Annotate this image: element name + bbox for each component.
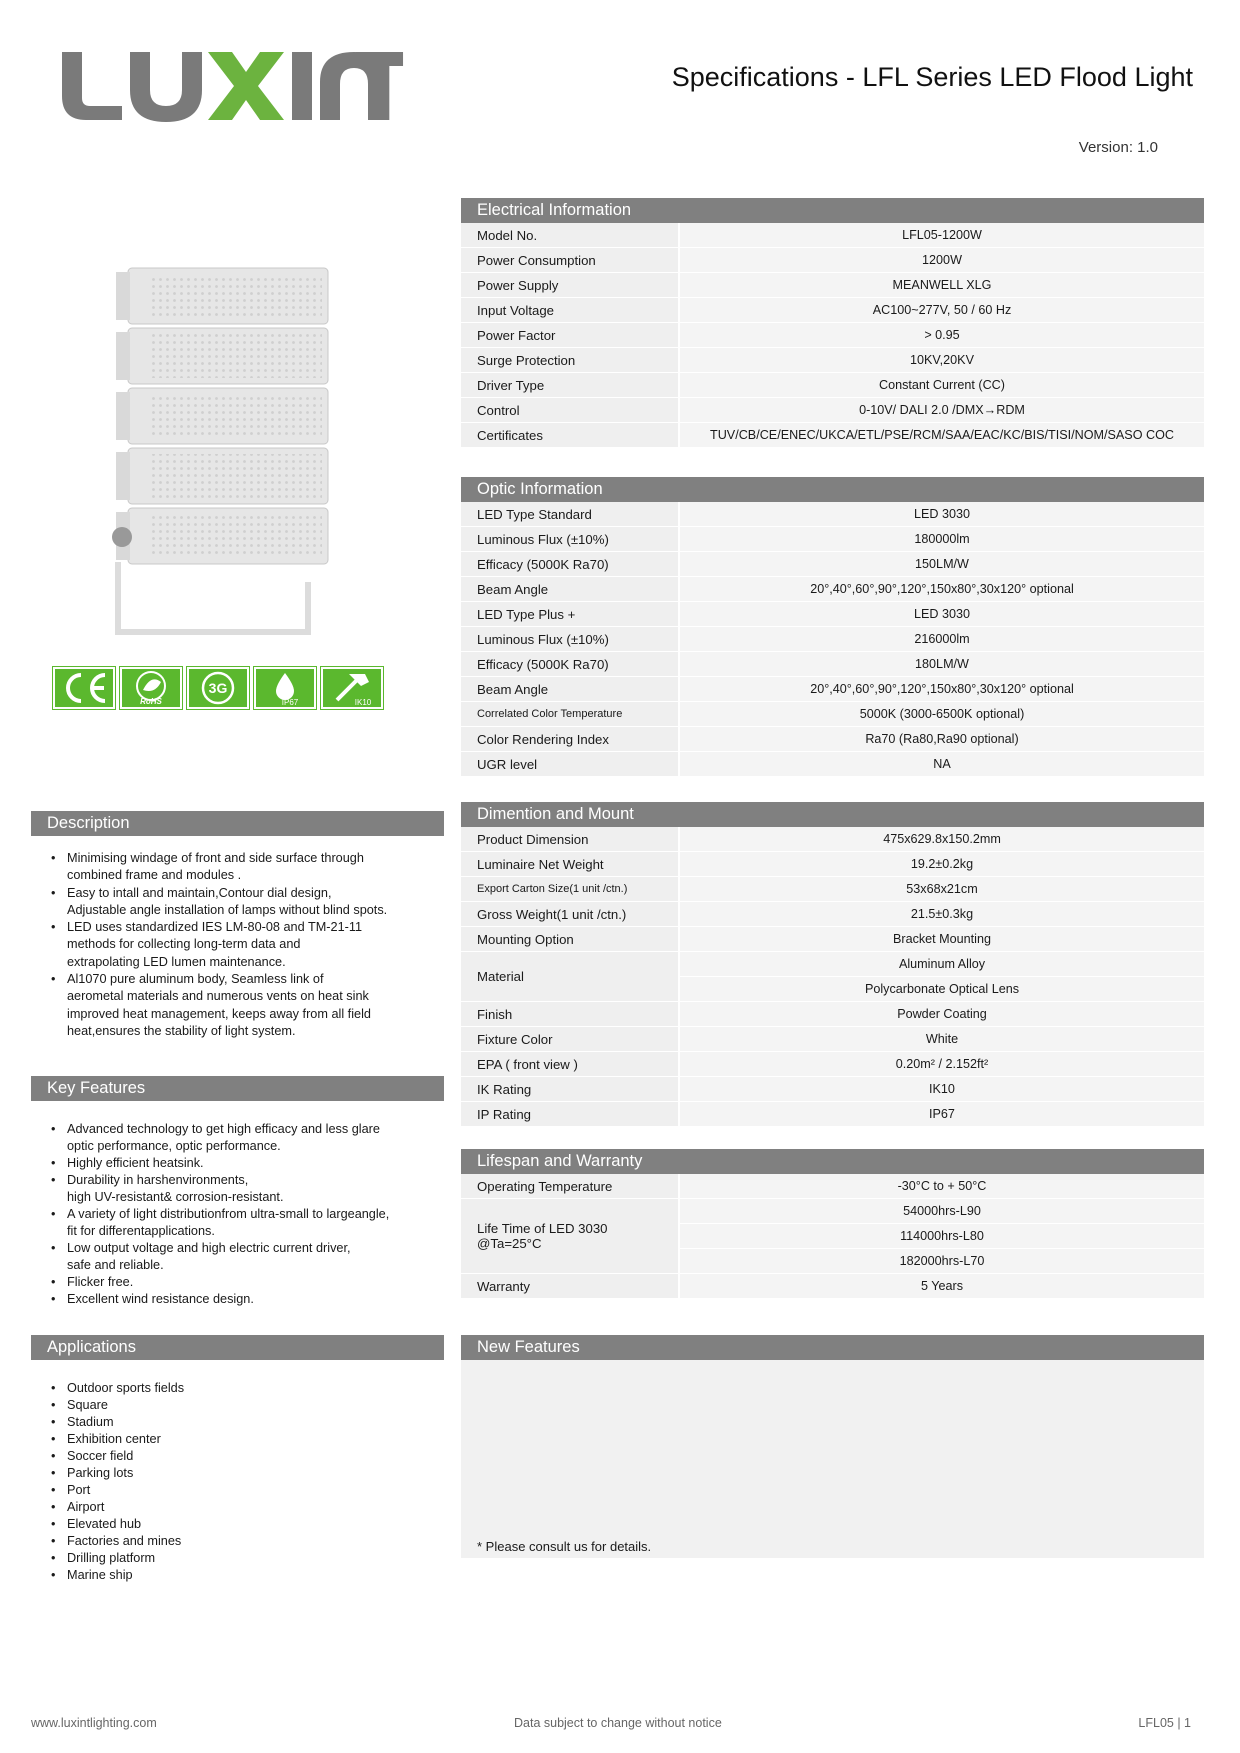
rohs-leaf-icon — [120, 667, 182, 709]
spec-key: UGR level — [461, 752, 680, 777]
spec-value: 1200W — [680, 248, 1204, 273]
list-item-line: improved heat management, keeps away from all field — [67, 1006, 371, 1021]
ik10-hammer-icon — [321, 667, 383, 709]
led-array — [152, 454, 322, 498]
led-array — [152, 334, 322, 378]
spec-key: Luminaire Net Weight — [461, 852, 680, 877]
spec-value: AC100~277V, 50 / 60 Hz — [680, 298, 1204, 323]
spec-value: 5 Years — [680, 1274, 1204, 1299]
spec-key: Correlated Color Temperature — [461, 702, 680, 727]
table-row — [461, 527, 1204, 552]
key-features-section — [31, 1076, 444, 1308]
life-time-line-1: Life Time of LED 3030 — [477, 1221, 608, 1236]
spec-value: Powder Coating — [680, 1002, 1204, 1027]
spec-key: Control — [461, 398, 680, 423]
module-bracket — [116, 272, 130, 320]
life-time-line-2: @Ta=25°C — [477, 1236, 542, 1251]
ip67-drop-icon — [254, 667, 316, 709]
list-item: • Airport — [31, 1499, 444, 1516]
list-item-line: • A variety of light distributionfrom ultra-small to largeangle, — [67, 1207, 390, 1221]
list-item — [31, 885, 444, 920]
list-item-line: extrapolating LED lumen maintenance. — [67, 954, 286, 969]
list-item-line: combined frame and modules . — [67, 868, 242, 883]
spec-value: Bracket Mounting — [680, 927, 1204, 952]
spec-key: EPA ( front view ) — [461, 1052, 680, 1077]
spec-value: 475x629.8x150.2mm — [680, 827, 1204, 852]
spec-value: 216000lm — [680, 627, 1204, 652]
lifespan-table — [461, 1174, 1204, 1299]
spec-value: 182000hrs-L70 — [680, 1249, 1204, 1274]
table-row — [461, 577, 1204, 602]
spec-key: LED Type Standard — [461, 502, 680, 527]
spec-key: Fixture Color — [461, 1027, 680, 1052]
dimension-section — [461, 802, 1204, 1127]
list-item-line: • Excellent wind resistance design. — [67, 1292, 254, 1306]
list-item — [31, 971, 444, 1040]
dimension-table — [461, 827, 1204, 1127]
table-row — [461, 752, 1204, 777]
spec-key: Power Factor — [461, 323, 680, 348]
list-item-line: aerometal materials and numerous vents on heat sink — [67, 989, 369, 1004]
section-title: Description — [31, 811, 444, 836]
list-item-line: optic performance, optic performance. — [67, 1139, 281, 1153]
table-row — [461, 1174, 1204, 1199]
spec-value: -30°C to + 50°C — [680, 1174, 1204, 1199]
spec-key: IP Rating — [461, 1102, 680, 1127]
footer-page-number: LFL05 | 1 — [1138, 1716, 1191, 1730]
applications-list — [31, 1380, 444, 1584]
brand-logo — [58, 48, 408, 122]
list-item-line: • Advanced technology to get high efficacy and less glare — [67, 1122, 380, 1136]
ce-mark-icon — [53, 667, 115, 709]
applications-section — [31, 1335, 444, 1584]
table-row — [461, 952, 1204, 977]
section-title: Applications — [31, 1335, 444, 1360]
new-features-body — [461, 1360, 1204, 1558]
table-row — [461, 677, 1204, 702]
optic-table — [461, 502, 1204, 777]
list-item-line: Adjustable angle installation of lamps without blind spots. — [67, 902, 388, 917]
list-item: • Stadium — [31, 1414, 444, 1431]
list-item-line: safe and reliable. — [67, 1258, 164, 1272]
table-row — [461, 348, 1204, 373]
spec-value: Polycarbonate Optical Lens — [680, 977, 1204, 1002]
module-bracket — [116, 452, 130, 500]
list-item-line: heat,ensures the stability of light system. — [67, 1023, 296, 1038]
spec-value: 180LM/W — [680, 652, 1204, 677]
table-row — [461, 223, 1204, 248]
table-row — [461, 877, 1204, 902]
spec-key: Export Carton Size(1 unit /ctn.) — [461, 877, 680, 902]
list-item — [31, 1206, 444, 1240]
table-row — [461, 702, 1204, 727]
list-item — [31, 1172, 444, 1206]
spec-value: 5000K (3000-6500K optional) — [680, 702, 1204, 727]
table-row — [461, 1002, 1204, 1027]
spec-key: Product Dimension — [461, 827, 680, 852]
spec-value: White — [680, 1027, 1204, 1052]
table-row — [461, 1102, 1204, 1127]
consult-note: * Please consult us for details. — [477, 1539, 652, 1554]
spec-value: 114000hrs-L80 — [680, 1224, 1204, 1249]
list-item-line: high UV-resistant& corrosion-resistant. — [67, 1190, 284, 1204]
spec-value: 0.20m² / 2.152ft² — [680, 1052, 1204, 1077]
electrical-table — [461, 223, 1204, 448]
list-item: • Drilling platform — [31, 1550, 444, 1567]
spec-value: 10KV,20KV — [680, 348, 1204, 373]
spec-value: 180000lm — [680, 527, 1204, 552]
section-title: New Features — [461, 1335, 1204, 1360]
spec-key: Efficacy (5000K Ra70) — [461, 652, 680, 677]
table-row — [461, 1077, 1204, 1102]
spec-value: Ra70 (Ra80,Ra90 optional) — [680, 727, 1204, 752]
key-features-list — [31, 1121, 444, 1308]
table-row — [461, 602, 1204, 627]
led-array — [152, 274, 322, 318]
spec-value: Aluminum Alloy — [680, 952, 1204, 977]
spec-key: Luminous Flux (±10%) — [461, 527, 680, 552]
spec-value: 0-10V/ DALI 2.0 /DMX→RDM — [680, 398, 1204, 423]
spec-key: Luminous Flux (±10%) — [461, 627, 680, 652]
list-item: • Outdoor sports fields — [31, 1380, 444, 1397]
3g-vibration-icon — [187, 667, 249, 709]
spec-key: Model No. — [461, 223, 680, 248]
table-row — [461, 852, 1204, 877]
spec-key: Color Rendering Index — [461, 727, 680, 752]
spec-key: Input Voltage — [461, 298, 680, 323]
list-item: • Marine ship — [31, 1567, 444, 1584]
spec-key — [461, 1199, 680, 1274]
spec-key: Driver Type — [461, 373, 680, 398]
list-item-line: • Durability in harshenvironments, — [67, 1173, 249, 1187]
spec-value: IP67 — [680, 1102, 1204, 1127]
spec-key: Beam Angle — [461, 577, 680, 602]
brand-text: LUXINT — [58, 48, 62, 49]
spec-key: Certificates — [461, 423, 680, 448]
section-title: Optic Information — [461, 477, 1204, 502]
lifespan-section — [461, 1149, 1204, 1299]
page-title: Specifications - LFL Series LED Flood Light — [671, 62, 1193, 92]
led-array — [152, 514, 322, 558]
spec-key: Operating Temperature — [461, 1174, 680, 1199]
spec-value: 150LM/W — [680, 552, 1204, 577]
spec-key: Power Supply — [461, 273, 680, 298]
list-item — [31, 1274, 444, 1291]
spec-key: Warranty — [461, 1274, 680, 1299]
list-item-line: • Flicker free. — [67, 1275, 134, 1289]
list-item — [31, 1155, 444, 1172]
table-row — [461, 552, 1204, 577]
spec-key: Beam Angle — [461, 677, 680, 702]
list-item-line: • Easy to intall and maintain,Contour dial design, — [67, 885, 332, 900]
spec-key: Efficacy (5000K Ra70) — [461, 552, 680, 577]
section-title: Key Features — [31, 1076, 444, 1101]
list-item-line: • Al1070 pure aluminum body, Seamless link of — [67, 972, 324, 987]
list-item: • Factories and mines — [31, 1533, 444, 1550]
list-item-line: • Minimising windage of front and side surface through — [67, 851, 364, 865]
list-item — [31, 919, 444, 971]
led-array — [152, 394, 322, 438]
list-item: • Soccer field — [31, 1448, 444, 1465]
new-features-section — [461, 1335, 1204, 1558]
table-row — [461, 727, 1204, 752]
table-row — [461, 627, 1204, 652]
list-item-line: • LED uses standardized IES LM-80-08 and TM-21-11 — [67, 920, 363, 935]
spec-value: 19.2±0.2kg — [680, 852, 1204, 877]
spec-value: TUV/CB/CE/ENEC/UKCA/ETL/PSE/RCM/SAA/EAC/KC/BIS/TISI/NOM/SASO COC — [680, 423, 1204, 448]
spec-key: Mounting Option — [461, 927, 680, 952]
table-row — [461, 298, 1204, 323]
section-title: Electrical Information — [461, 198, 1204, 223]
list-item — [31, 1240, 444, 1274]
table-row — [461, 398, 1204, 423]
table-row — [461, 323, 1204, 348]
table-row — [461, 373, 1204, 398]
spec-key: Power Consumption — [461, 248, 680, 273]
svg-text:IP67: IP67 — [281, 698, 299, 706]
table-row — [461, 502, 1204, 527]
footer-website-link[interactable]: www.luxintlighting.com — [31, 1716, 157, 1730]
spec-value: LED 3030 — [680, 502, 1204, 527]
spec-value: 20°,40°,60°,90°,120°,150x80°,30x120° optional — [680, 577, 1204, 602]
table-row — [461, 1027, 1204, 1052]
electrical-section — [461, 198, 1204, 448]
module-bracket — [116, 392, 130, 440]
spec-value: MEANWELL XLG — [680, 273, 1204, 298]
table-row — [461, 1199, 1204, 1224]
footer-notice: Data subject to change without notice — [514, 1716, 722, 1730]
svg-text:3G: 3G — [208, 680, 228, 696]
list-item-line: fit for differentapplications. — [67, 1224, 215, 1238]
list-item — [31, 850, 444, 885]
list-item-line: • Low output voltage and high electric current driver, — [67, 1241, 351, 1255]
list-item-line: • Highly efficient heatsink. — [67, 1156, 204, 1170]
spec-value: 21.5±0.3kg — [680, 902, 1204, 927]
table-row — [461, 423, 1204, 448]
flood-light-product-image — [108, 262, 348, 642]
spec-value: 53x68x21cm — [680, 877, 1204, 902]
spec-key: Surge Protection — [461, 348, 680, 373]
list-item: • Square — [31, 1397, 444, 1414]
table-row — [461, 1274, 1204, 1299]
spec-key: Gross Weight(1 unit /ctn.) — [461, 902, 680, 927]
table-row — [461, 1052, 1204, 1077]
table-row — [461, 902, 1204, 927]
spec-key: Material — [461, 952, 680, 1002]
module-bracket — [116, 332, 130, 380]
list-item: • Exhibition center — [31, 1431, 444, 1448]
spec-value: Constant Current (CC) — [680, 373, 1204, 398]
spec-value: LFL05-1200W — [680, 223, 1204, 248]
spec-key: IK Rating — [461, 1077, 680, 1102]
table-row — [461, 827, 1204, 852]
spec-value: LED 3030 — [680, 602, 1204, 627]
spec-key: LED Type Plus + — [461, 602, 680, 627]
list-item: • Port — [31, 1482, 444, 1499]
svg-text:IK10: IK10 — [354, 698, 372, 706]
spec-value: 20°,40°,60°,90°,120°,150x80°,30x120° optional — [680, 677, 1204, 702]
list-item — [31, 1291, 444, 1308]
description-section — [31, 811, 444, 1040]
list-item-line: methods for collecting long-term data and — [67, 937, 301, 952]
section-title: Lifespan and Warranty — [461, 1149, 1204, 1174]
spec-value: IK10 — [680, 1077, 1204, 1102]
optic-section — [461, 477, 1204, 777]
version-label: Version: 1.0 — [1078, 139, 1158, 156]
spec-value: 54000hrs-L90 — [680, 1199, 1204, 1224]
list-item — [31, 1121, 444, 1155]
list-item: • Elevated hub — [31, 1516, 444, 1533]
table-row — [461, 273, 1204, 298]
table-row — [461, 927, 1204, 952]
table-row — [461, 248, 1204, 273]
svg-text:RoHS: RoHS — [140, 697, 162, 706]
description-list — [31, 850, 444, 1040]
list-item: • Parking lots — [31, 1465, 444, 1482]
spec-value: > 0.95 — [680, 323, 1204, 348]
spec-key: Finish — [461, 1002, 680, 1027]
spec-value: NA — [680, 752, 1204, 777]
table-row — [461, 652, 1204, 677]
section-title: Dimention and Mount — [461, 802, 1204, 827]
